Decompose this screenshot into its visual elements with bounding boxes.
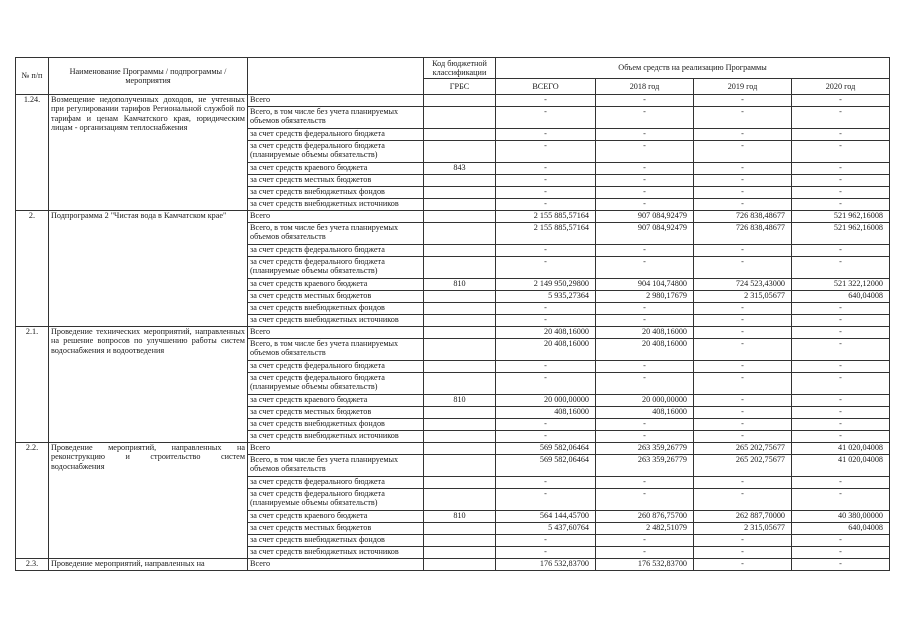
amount-total: 569 582,06464 bbox=[496, 443, 596, 455]
amount-y2020: - bbox=[792, 559, 890, 571]
amount-y2018: - bbox=[596, 163, 694, 175]
amount-y2019: - bbox=[694, 339, 792, 361]
funding-source: за счет средств федерального бюджета bbox=[248, 477, 424, 489]
amount-y2020: - bbox=[792, 141, 890, 163]
funding-source: за счет средств внебюджетных источников bbox=[248, 431, 424, 443]
grbs-code: 810 bbox=[424, 511, 496, 523]
amount-total: - bbox=[496, 129, 596, 141]
grbs-code bbox=[424, 443, 496, 455]
amount-y2018: 904 104,74800 bbox=[596, 279, 694, 291]
funding-source: за счет средств внебюджетных источников bbox=[248, 199, 424, 211]
amount-y2018: - bbox=[596, 535, 694, 547]
amount-y2020: - bbox=[792, 489, 890, 511]
row-number: 2.3. bbox=[16, 559, 49, 571]
amount-y2020: 521 962,16008 bbox=[792, 223, 890, 245]
amount-total: 5 437,60764 bbox=[496, 523, 596, 535]
amount-y2020: 640,04008 bbox=[792, 523, 890, 535]
amount-total: 569 582,06464 bbox=[496, 455, 596, 477]
grbs-code bbox=[424, 361, 496, 373]
amount-total: - bbox=[496, 107, 596, 129]
amount-y2018: - bbox=[596, 107, 694, 129]
amount-y2020: - bbox=[792, 361, 890, 373]
grbs-code bbox=[424, 141, 496, 163]
amount-y2019: - bbox=[694, 395, 792, 407]
grbs-code bbox=[424, 187, 496, 199]
amount-y2019: - bbox=[694, 489, 792, 511]
amount-total: 5 935,27364 bbox=[496, 291, 596, 303]
funding-source: за счет средств внебюджетных фондов bbox=[248, 303, 424, 315]
amount-total: - bbox=[496, 547, 596, 559]
grbs-code bbox=[424, 245, 496, 257]
amount-y2020: 521 962,16008 bbox=[792, 211, 890, 223]
program-name: Подпрограмма 2 "Чистая вода в Камчатском крае" bbox=[49, 211, 248, 327]
table-row bbox=[16, 559, 890, 571]
row-number: 2.2. bbox=[16, 443, 49, 559]
amount-y2019: 265 202,75677 bbox=[694, 455, 792, 477]
amount-y2019: 262 887,70000 bbox=[694, 511, 792, 523]
grbs-code bbox=[424, 523, 496, 535]
amount-y2019: - bbox=[694, 257, 792, 279]
grbs-code bbox=[424, 431, 496, 443]
amount-total: - bbox=[496, 245, 596, 257]
grbs-code bbox=[424, 477, 496, 489]
program-funding-table bbox=[15, 57, 890, 571]
funding-source: за счет средств федерального бюджета (планируемые объемы обязательств) bbox=[248, 489, 424, 511]
grbs-code bbox=[424, 223, 496, 245]
amount-y2019: - bbox=[694, 141, 792, 163]
funding-source: за счет средств федерального бюджета bbox=[248, 245, 424, 257]
amount-y2019: 2 315,05677 bbox=[694, 523, 792, 535]
grbs-code bbox=[424, 107, 496, 129]
amount-y2019: - bbox=[694, 95, 792, 107]
header-row-top bbox=[16, 58, 890, 79]
funding-source: за счет средств местных бюджетов bbox=[248, 407, 424, 419]
grbs-code bbox=[424, 339, 496, 361]
amount-y2020: 521 322,12000 bbox=[792, 279, 890, 291]
funding-source: Всего bbox=[248, 327, 424, 339]
amount-y2020: - bbox=[792, 407, 890, 419]
funding-source: за счет средств федерального бюджета bbox=[248, 129, 424, 141]
funding-source: за счет средств внебюджетных фондов bbox=[248, 535, 424, 547]
amount-y2020: - bbox=[792, 245, 890, 257]
amount-y2019: - bbox=[694, 431, 792, 443]
amount-y2020: - bbox=[792, 107, 890, 129]
funding-source: за счет средств внебюджетных фондов bbox=[248, 419, 424, 431]
amount-y2019: - bbox=[694, 361, 792, 373]
program-name: Проведение мероприятий, направленных на bbox=[49, 559, 248, 571]
amount-y2020: - bbox=[792, 257, 890, 279]
amount-y2018: 2 980,17679 bbox=[596, 291, 694, 303]
grbs-code bbox=[424, 257, 496, 279]
amount-total: 2 155 885,57164 bbox=[496, 223, 596, 245]
header-grbs: ГРБС bbox=[424, 79, 496, 95]
amount-y2018: - bbox=[596, 175, 694, 187]
amount-total: - bbox=[496, 431, 596, 443]
table-row bbox=[16, 211, 890, 223]
amount-total: - bbox=[496, 187, 596, 199]
grbs-code bbox=[424, 455, 496, 477]
amount-y2019: - bbox=[694, 163, 792, 175]
amount-total: - bbox=[496, 489, 596, 511]
amount-y2018: - bbox=[596, 95, 694, 107]
amount-y2018: - bbox=[596, 199, 694, 211]
grbs-code: 843 bbox=[424, 163, 496, 175]
amount-total: - bbox=[496, 315, 596, 327]
amount-y2018: 408,16000 bbox=[596, 407, 694, 419]
amount-y2019: 724 523,43000 bbox=[694, 279, 792, 291]
header-funding-group: Объем средств на реализацию Программы bbox=[496, 58, 890, 79]
table-row bbox=[16, 327, 890, 339]
row-number: 2.1. bbox=[16, 327, 49, 443]
grbs-code bbox=[424, 211, 496, 223]
amount-total: - bbox=[496, 199, 596, 211]
funding-source: Всего, в том числе без учета планируемых объемов обязательств bbox=[248, 223, 424, 245]
amount-y2019: 2 315,05677 bbox=[694, 291, 792, 303]
funding-source: Всего bbox=[248, 211, 424, 223]
amount-y2019: - bbox=[694, 129, 792, 141]
header-2018: 2018 год bbox=[596, 79, 694, 95]
amount-y2018: 2 482,51079 bbox=[596, 523, 694, 535]
grbs-code bbox=[424, 373, 496, 395]
amount-y2020: - bbox=[792, 431, 890, 443]
funding-source: за счет средств федерального бюджета bbox=[248, 361, 424, 373]
amount-y2020: - bbox=[792, 327, 890, 339]
amount-total: 20 408,16000 bbox=[496, 339, 596, 361]
amount-y2019: - bbox=[694, 419, 792, 431]
amount-y2018: - bbox=[596, 187, 694, 199]
amount-y2019: - bbox=[694, 327, 792, 339]
table-row bbox=[16, 443, 890, 455]
program-name: Проведение технических мероприятий, направленных на решение вопросов по улучшению работы систем водоснабжения и водоотведения bbox=[49, 327, 248, 443]
grbs-code bbox=[424, 407, 496, 419]
amount-y2018: - bbox=[596, 141, 694, 163]
row-number: 2. bbox=[16, 211, 49, 327]
amount-y2019: - bbox=[694, 407, 792, 419]
amount-total: - bbox=[496, 373, 596, 395]
amount-y2018: 907 084,92479 bbox=[596, 223, 694, 245]
amount-y2020: - bbox=[792, 547, 890, 559]
amount-total: - bbox=[496, 257, 596, 279]
amount-y2018: 176 532,83700 bbox=[596, 559, 694, 571]
amount-y2020: - bbox=[792, 373, 890, 395]
funding-source: за счет средств местных бюджетов bbox=[248, 175, 424, 187]
amount-total: 564 144,45700 bbox=[496, 511, 596, 523]
amount-total: 2 149 950,29800 bbox=[496, 279, 596, 291]
amount-y2018: - bbox=[596, 303, 694, 315]
amount-y2020: - bbox=[792, 315, 890, 327]
header-2019: 2019 год bbox=[694, 79, 792, 95]
amount-y2020: - bbox=[792, 129, 890, 141]
funding-source: за счет средств краевого бюджета bbox=[248, 279, 424, 291]
amount-y2019: 265 202,75677 bbox=[694, 443, 792, 455]
program-name: Возмещение недополученных доходов, не учтенных при регулировании тарифов Региональной службой по тарифам и ценам Камчатского края, юридическим лицам - организациям теплоснабжения bbox=[49, 95, 248, 211]
amount-y2019: - bbox=[694, 547, 792, 559]
amount-y2018: - bbox=[596, 257, 694, 279]
funding-source: Всего, в том числе без учета планируемых объемов обязательств bbox=[248, 107, 424, 129]
amount-y2020: - bbox=[792, 163, 890, 175]
row-number: 1.24. bbox=[16, 95, 49, 211]
header-code-group: Код бюджетной классификации bbox=[424, 58, 496, 79]
amount-y2018: - bbox=[596, 489, 694, 511]
funding-source: за счет средств внебюджетных фондов bbox=[248, 187, 424, 199]
table-body bbox=[16, 95, 890, 571]
amount-y2020: - bbox=[792, 419, 890, 431]
grbs-code: 810 bbox=[424, 395, 496, 407]
amount-y2018: - bbox=[596, 129, 694, 141]
grbs-code bbox=[424, 199, 496, 211]
grbs-code: 810 bbox=[424, 279, 496, 291]
funding-source: Всего, в том числе без учета планируемых объемов обязательств bbox=[248, 455, 424, 477]
grbs-code bbox=[424, 327, 496, 339]
amount-y2020: - bbox=[792, 199, 890, 211]
amount-y2020: - bbox=[792, 187, 890, 199]
amount-total: - bbox=[496, 141, 596, 163]
funding-source: за счет средств федерального бюджета (планируемые объемы обязательств) bbox=[248, 373, 424, 395]
amount-y2019: - bbox=[694, 535, 792, 547]
amount-y2019: - bbox=[694, 245, 792, 257]
amount-y2020: - bbox=[792, 535, 890, 547]
amount-y2018: - bbox=[596, 431, 694, 443]
amount-y2019: - bbox=[694, 477, 792, 489]
amount-y2019: - bbox=[694, 303, 792, 315]
amount-y2018: 20 408,16000 bbox=[596, 339, 694, 361]
amount-y2018: - bbox=[596, 419, 694, 431]
grbs-code bbox=[424, 129, 496, 141]
amount-total: 2 155 885,57164 bbox=[496, 211, 596, 223]
table-row bbox=[16, 95, 890, 107]
funding-source: за счет средств федерального бюджета (планируемые объемы обязательств) bbox=[248, 141, 424, 163]
amount-y2018: - bbox=[596, 477, 694, 489]
amount-y2020: 640,04008 bbox=[792, 291, 890, 303]
funding-source: за счет средств краевого бюджета bbox=[248, 511, 424, 523]
grbs-code bbox=[424, 547, 496, 559]
amount-y2020: - bbox=[792, 339, 890, 361]
funding-source: за счет средств краевого бюджета bbox=[248, 163, 424, 175]
grbs-code bbox=[424, 291, 496, 303]
amount-y2019: - bbox=[694, 373, 792, 395]
amount-total: 176 532,83700 bbox=[496, 559, 596, 571]
amount-y2018: - bbox=[596, 361, 694, 373]
amount-y2018: 260 876,75700 bbox=[596, 511, 694, 523]
funding-source: за счет средств краевого бюджета bbox=[248, 395, 424, 407]
amount-y2018: - bbox=[596, 245, 694, 257]
grbs-code bbox=[424, 419, 496, 431]
funding-source: за счет средств федерального бюджета (планируемые объемы обязательств) bbox=[248, 257, 424, 279]
amount-y2019: - bbox=[694, 187, 792, 199]
funding-source: Всего bbox=[248, 443, 424, 455]
amount-y2020: - bbox=[792, 395, 890, 407]
funding-source: Всего bbox=[248, 559, 424, 571]
amount-y2019: - bbox=[694, 107, 792, 129]
grbs-code bbox=[424, 95, 496, 107]
budget-table-sheet bbox=[15, 57, 889, 571]
amount-y2018: 263 359,26779 bbox=[596, 443, 694, 455]
amount-y2020: - bbox=[792, 477, 890, 489]
grbs-code bbox=[424, 489, 496, 511]
amount-y2019: - bbox=[694, 315, 792, 327]
grbs-code bbox=[424, 559, 496, 571]
header-source bbox=[248, 58, 424, 95]
amount-total: 408,16000 bbox=[496, 407, 596, 419]
amount-y2020: 40 380,00000 bbox=[792, 511, 890, 523]
amount-y2019: - bbox=[694, 559, 792, 571]
amount-y2018: - bbox=[596, 373, 694, 395]
amount-total: - bbox=[496, 95, 596, 107]
funding-source: Всего bbox=[248, 95, 424, 107]
header-total: ВСЕГО bbox=[496, 79, 596, 95]
amount-total: - bbox=[496, 361, 596, 373]
amount-y2018: - bbox=[596, 547, 694, 559]
amount-y2018: - bbox=[596, 315, 694, 327]
funding-source: за счет средств внебюджетных источников bbox=[248, 315, 424, 327]
amount-y2018: 20 408,16000 bbox=[596, 327, 694, 339]
amount-total: - bbox=[496, 477, 596, 489]
grbs-code bbox=[424, 315, 496, 327]
amount-y2020: 41 020,04008 bbox=[792, 443, 890, 455]
amount-y2018: 20 000,00000 bbox=[596, 395, 694, 407]
amount-y2020: - bbox=[792, 175, 890, 187]
funding-source: за счет средств местных бюджетов bbox=[248, 523, 424, 535]
amount-y2019: - bbox=[694, 175, 792, 187]
header-nn: № п/п bbox=[16, 58, 49, 95]
header-name: Наименование Программы / подпрограммы / мероприятия bbox=[49, 58, 248, 95]
amount-y2019: 726 838,48677 bbox=[694, 211, 792, 223]
header-2020: 2020 год bbox=[792, 79, 890, 95]
grbs-code bbox=[424, 303, 496, 315]
amount-total: - bbox=[496, 175, 596, 187]
program-name: Проведение мероприятий, направленных на реконструкцию и строительство систем водоснабжения bbox=[49, 443, 248, 559]
funding-source: за счет средств внебюджетных источников bbox=[248, 547, 424, 559]
amount-total: 20 408,16000 bbox=[496, 327, 596, 339]
amount-total: - bbox=[496, 535, 596, 547]
amount-y2018: 907 084,92479 bbox=[596, 211, 694, 223]
amount-total: - bbox=[496, 303, 596, 315]
amount-y2019: 726 838,48677 bbox=[694, 223, 792, 245]
amount-y2020: - bbox=[792, 95, 890, 107]
amount-total: 20 000,00000 bbox=[496, 395, 596, 407]
grbs-code bbox=[424, 535, 496, 547]
amount-total: - bbox=[496, 163, 596, 175]
amount-y2019: - bbox=[694, 199, 792, 211]
funding-source: за счет средств местных бюджетов bbox=[248, 291, 424, 303]
grbs-code bbox=[424, 175, 496, 187]
amount-y2018: 263 359,26779 bbox=[596, 455, 694, 477]
amount-total: - bbox=[496, 419, 596, 431]
amount-y2020: - bbox=[792, 303, 890, 315]
funding-source: Всего, в том числе без учета планируемых объемов обязательств bbox=[248, 339, 424, 361]
amount-y2020: 41 020,04008 bbox=[792, 455, 890, 477]
